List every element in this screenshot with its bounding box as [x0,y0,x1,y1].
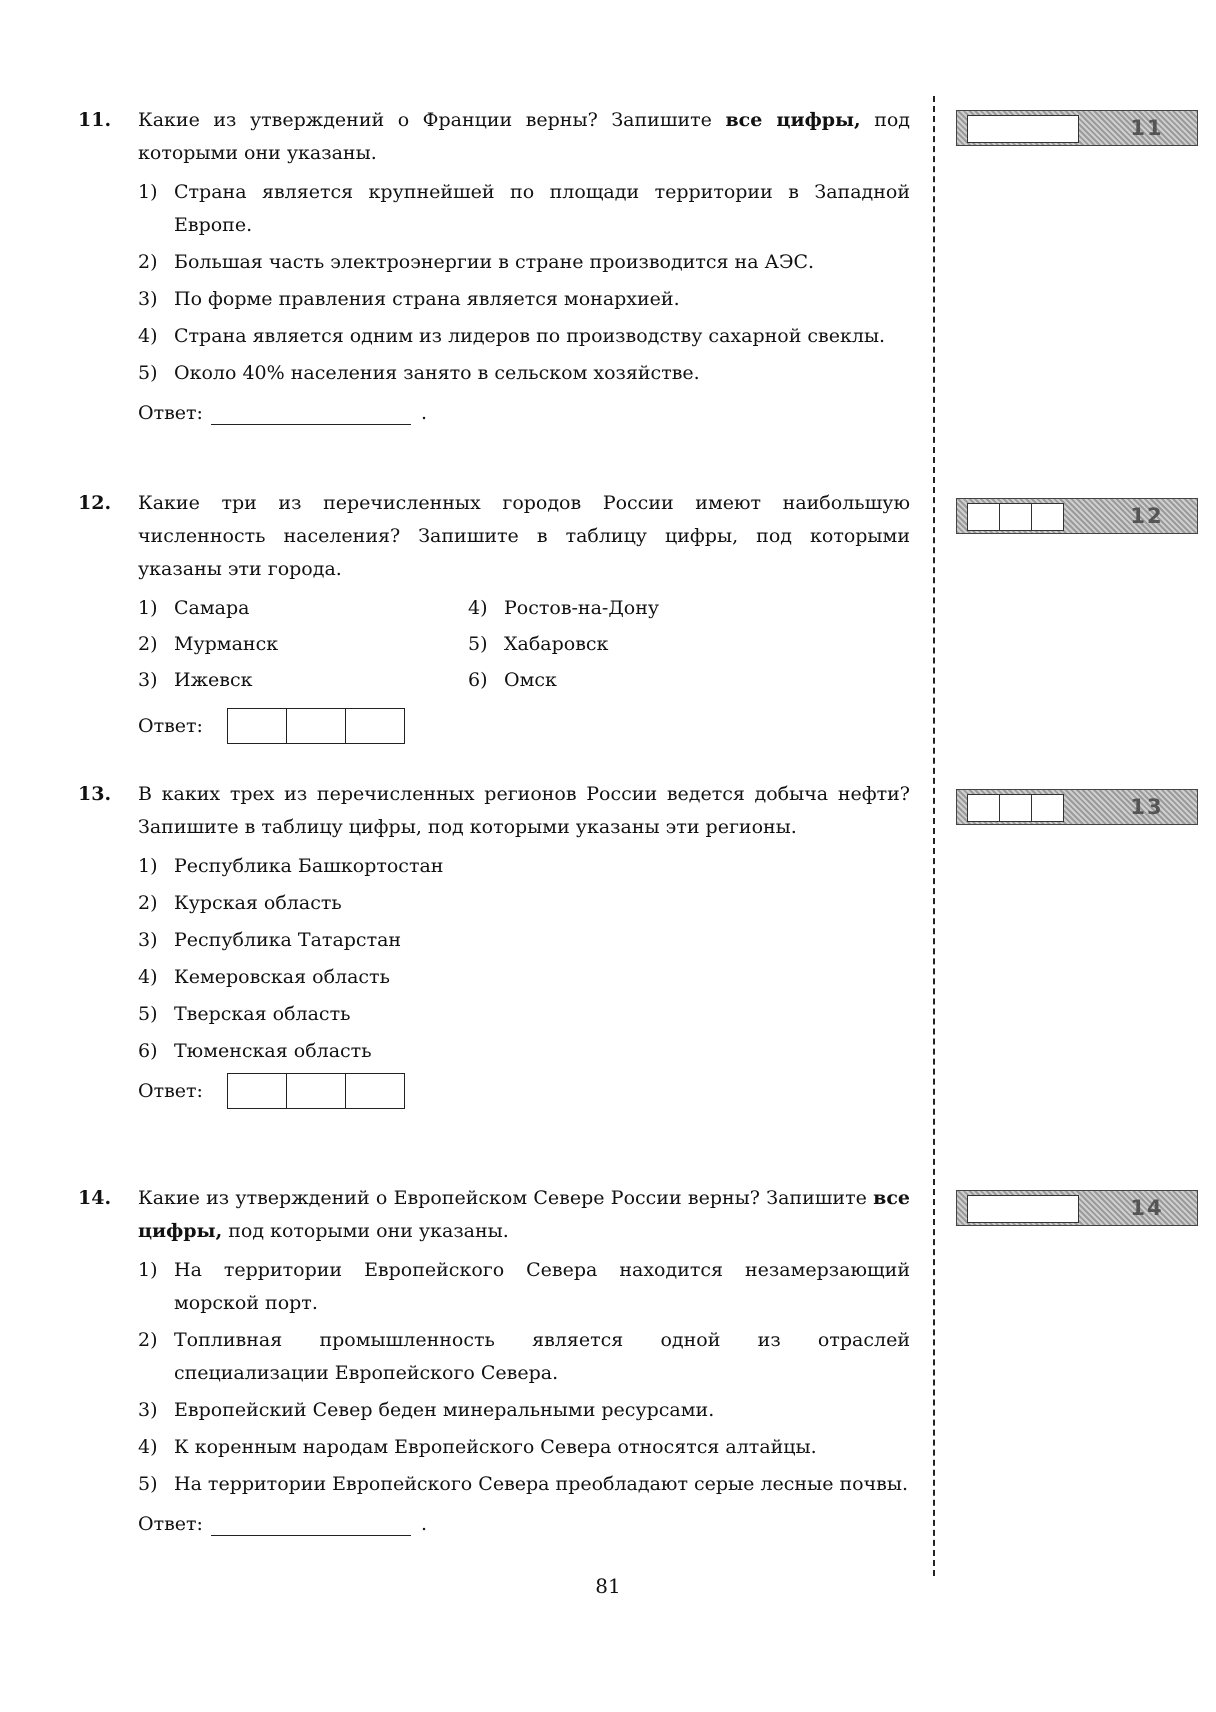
side-code: 14 [1130,1196,1164,1220]
answer-cells[interactable] [227,1073,405,1109]
question-number: 12. [78,492,112,514]
options-list [138,850,910,1068]
answer-row [138,1072,910,1110]
options-grid [138,592,910,697]
side-answer-cell[interactable] [968,795,1000,821]
page-number: 81 [595,1574,621,1598]
answer-cell[interactable] [287,1074,346,1108]
side-answer-field[interactable] [967,115,1079,143]
answer-cell[interactable] [228,1074,287,1108]
side-code: 12 [1130,504,1164,528]
side-code: 13 [1130,795,1164,819]
answer-label: Ответ: [138,1512,203,1535]
option-item: 1) На территории Европейского Севера находится незамерзающий морской порт. [138,1259,910,1314]
option-item: 2) Мурманск [138,633,279,655]
question-13 [78,778,910,1110]
side-code: 11 [1130,116,1164,140]
option-item: 4) К коренным народам Европейского Севера относятся алтайцы. [138,1436,817,1458]
option-item: 4) Страна является одним из лидеров по производству сахарной свеклы. [138,325,886,347]
side-answer-field[interactable] [967,1195,1079,1223]
option-item: 1) Республика Башкортостан [138,855,444,877]
side-answer-cell[interactable] [968,504,1000,530]
option-item: 5) Хабаровск [468,633,609,655]
question-11 [78,104,910,432]
answer-cells[interactable] [227,708,405,744]
answer-cell[interactable] [287,709,346,743]
side-answer-cell[interactable] [1032,795,1063,821]
side-answer-box-13 [956,789,1198,825]
side-answer-cells[interactable] [967,503,1064,531]
answer-label: Ответ: [138,401,203,424]
option-item: 4) Кемеровская область [138,966,390,988]
option-item: 1) Страна является крупнейшей по площади территории в Западной Европе. [138,181,910,236]
cut-line-divider [933,96,935,1576]
answer-label: Ответ: [138,714,203,737]
question-text: Какие три из перечисленных городов России имеют наибольшую численность населения? Запишите в таблицу цифры, под которыми указаны эти города. [138,492,910,580]
option-item: 6) Тюменская область [138,1040,372,1062]
question-text: В каких трех из перечисленных регионов России ведется добыча нефти? Запишите в таблицу цифры, под которыми указаны эти регионы. [138,783,910,838]
side-answer-box-12 [956,498,1198,534]
question-text: Какие из утверждений о Франции верны? Запишите все цифры, под которыми они указаны. [138,109,911,164]
answer-row [138,707,910,745]
options-list [138,176,910,390]
option-item: 2) Большая часть электроэнергии в стране производится на АЭС. [138,251,815,273]
side-answer-box-14 [956,1190,1198,1226]
option-item: 5) На территории Европейского Севера преобладают серые лесные почвы. [138,1473,909,1495]
option-item: 1) Самара [138,597,250,619]
side-answer-cell[interactable] [1000,795,1032,821]
answer-cell[interactable] [346,709,404,743]
question-12 [78,487,910,745]
option-item: 3) Республика Татарстан [138,929,402,951]
answer-row: Ответ: . [138,394,910,432]
option-item: 3) По форме правления страна является монархией. [138,288,680,310]
option-item: 5) Около 40% населения занято в сельском хозяйстве. [138,362,700,384]
option-item: 6) Омск [468,669,557,691]
question-number: 11. [78,109,112,131]
question-14 [78,1182,910,1543]
option-item: 3) Европейский Север беден минеральными ресурсами. [138,1399,715,1421]
question-number: 13. [78,783,112,805]
option-item: 2) Топливная промышленность является одной из отраслей специализации Европейского Севера. [138,1329,910,1384]
side-answer-cell[interactable] [1000,504,1032,530]
options-list [138,1254,910,1501]
answer-label: Ответ: [138,1079,203,1102]
answer-cell[interactable] [346,1074,404,1108]
question-number: 14. [78,1187,112,1209]
answer-line[interactable] [211,1513,411,1536]
question-text: Какие из утверждений о Европейском Севере России верны? Запишите все цифры, под которыми они указаны. [138,1187,910,1242]
answer-line[interactable] [211,402,411,425]
answer-cell[interactable] [228,709,287,743]
side-answer-cell[interactable] [1032,504,1063,530]
answer-row: Ответ: . [138,1505,910,1543]
option-item: 5) Тверская область [138,1003,351,1025]
option-item: 3) Ижевск [138,669,253,691]
option-item: 4) Ростов-на-Дону [468,597,660,619]
side-answer-box-11 [956,110,1198,146]
option-item: 2) Курская область [138,892,342,914]
side-answer-cells[interactable] [967,794,1064,822]
